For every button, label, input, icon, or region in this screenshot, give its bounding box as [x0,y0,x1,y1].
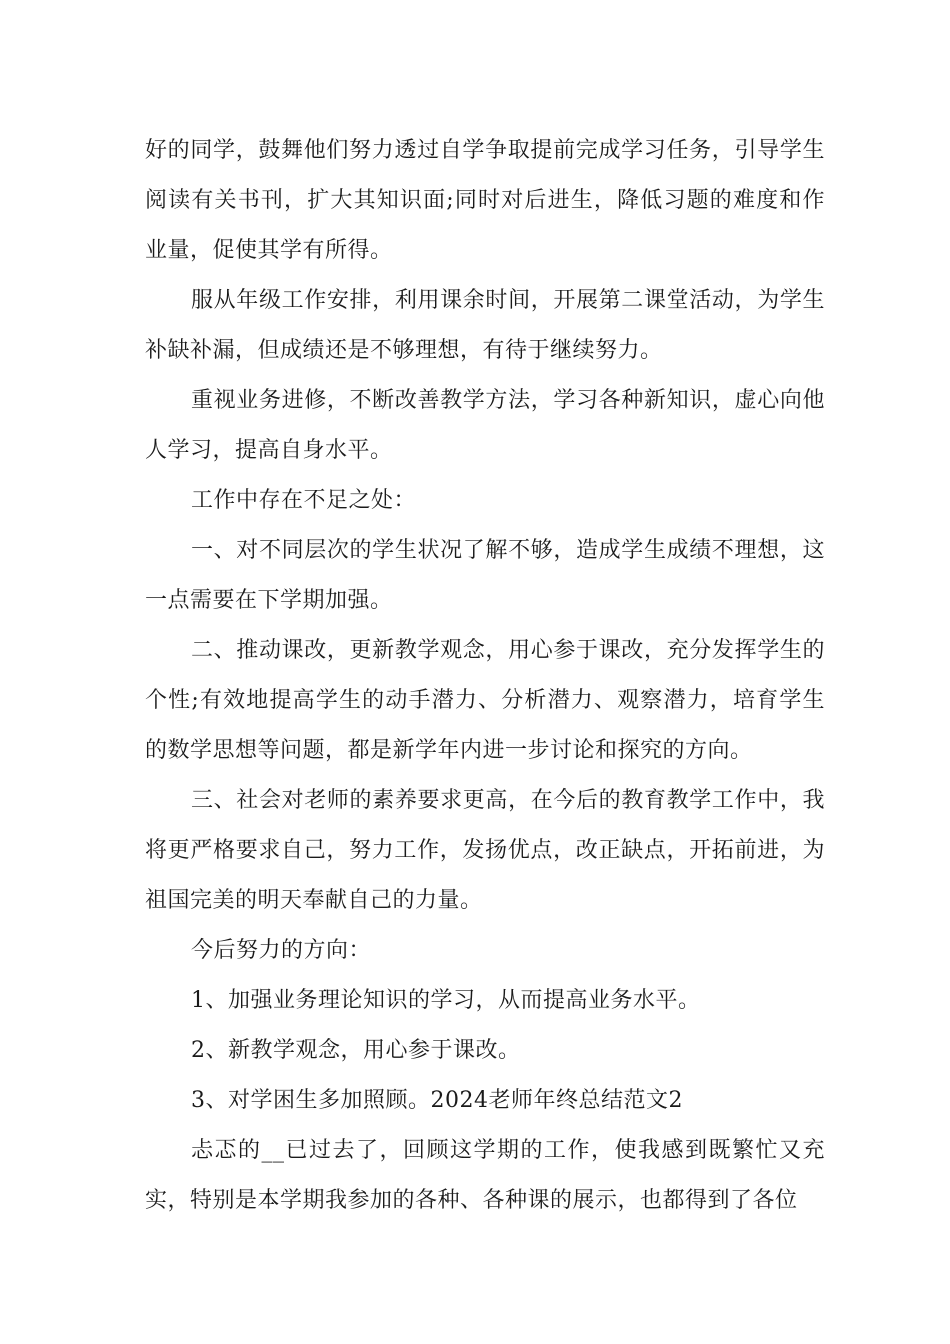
paragraph-continued: 好的同学，鼓舞他们努力透过自学争取提前完成学习任务，引导学生阅读有关书刊，扩大其知识面;同时对后进生，降低习题的难度和作业量，促使其学有所得。 [145,138,825,263]
list-item-shortcoming-2: 二、推动课改，更新教学观念，用心参于课改，充分发挥学生的个性;有效地提高学生的动手潜力、分析潜力、观察潜力，培育学生的数学思想等问题，都是新学年内进一步讨论和探究的方向。 [145,638,825,763]
paragraph-professional-study: 重视业务进修，不断改善教学方法，学习各种新知识，虚心向他人学习，提高自身水平。 [145,388,825,463]
heading-shortcomings: 工作中存在不足之处： [191,488,417,513]
list-item-direction-3: 3、对学困生多加照顾。2024老师年终总结范文2 [191,1088,683,1113]
paragraph-extracurricular: 服从年级工作安排，利用课余时间，开展第二课堂活动，为学生补缺补漏，但成绩还是不够理想，有待于继续努力。 [145,288,825,363]
paragraph-new-article: 忐忑的__已过去了，回顾这学期的工作，使我感到既繁忙又充实，特别是本学期我参加的各种、各种课的展示，也都得到了各位 [145,1138,825,1213]
list-item-shortcoming-1: 一、对不同层次的学生状况了解不够，造成学生成绩不理想，这一点需要在下学期加强。 [145,538,825,613]
heading-future-direction: 今后努力的方向： [191,938,372,963]
list-item-shortcoming-3: 三、社会对老师的素养要求更高，在今后的教育教学工作中，我将更严格要求自己，努力工作，发扬优点，改正缺点，开拓前进，为祖国完美的明天奉献自己的力量。 [145,788,825,913]
document-body [145,126,825,1226]
list-item-direction-1: 1、加强业务理论知识的学习，从而提高业务水平。 [191,988,701,1013]
list-item-direction-2: 2、新教学观念，用心参于课改。 [191,1038,521,1063]
